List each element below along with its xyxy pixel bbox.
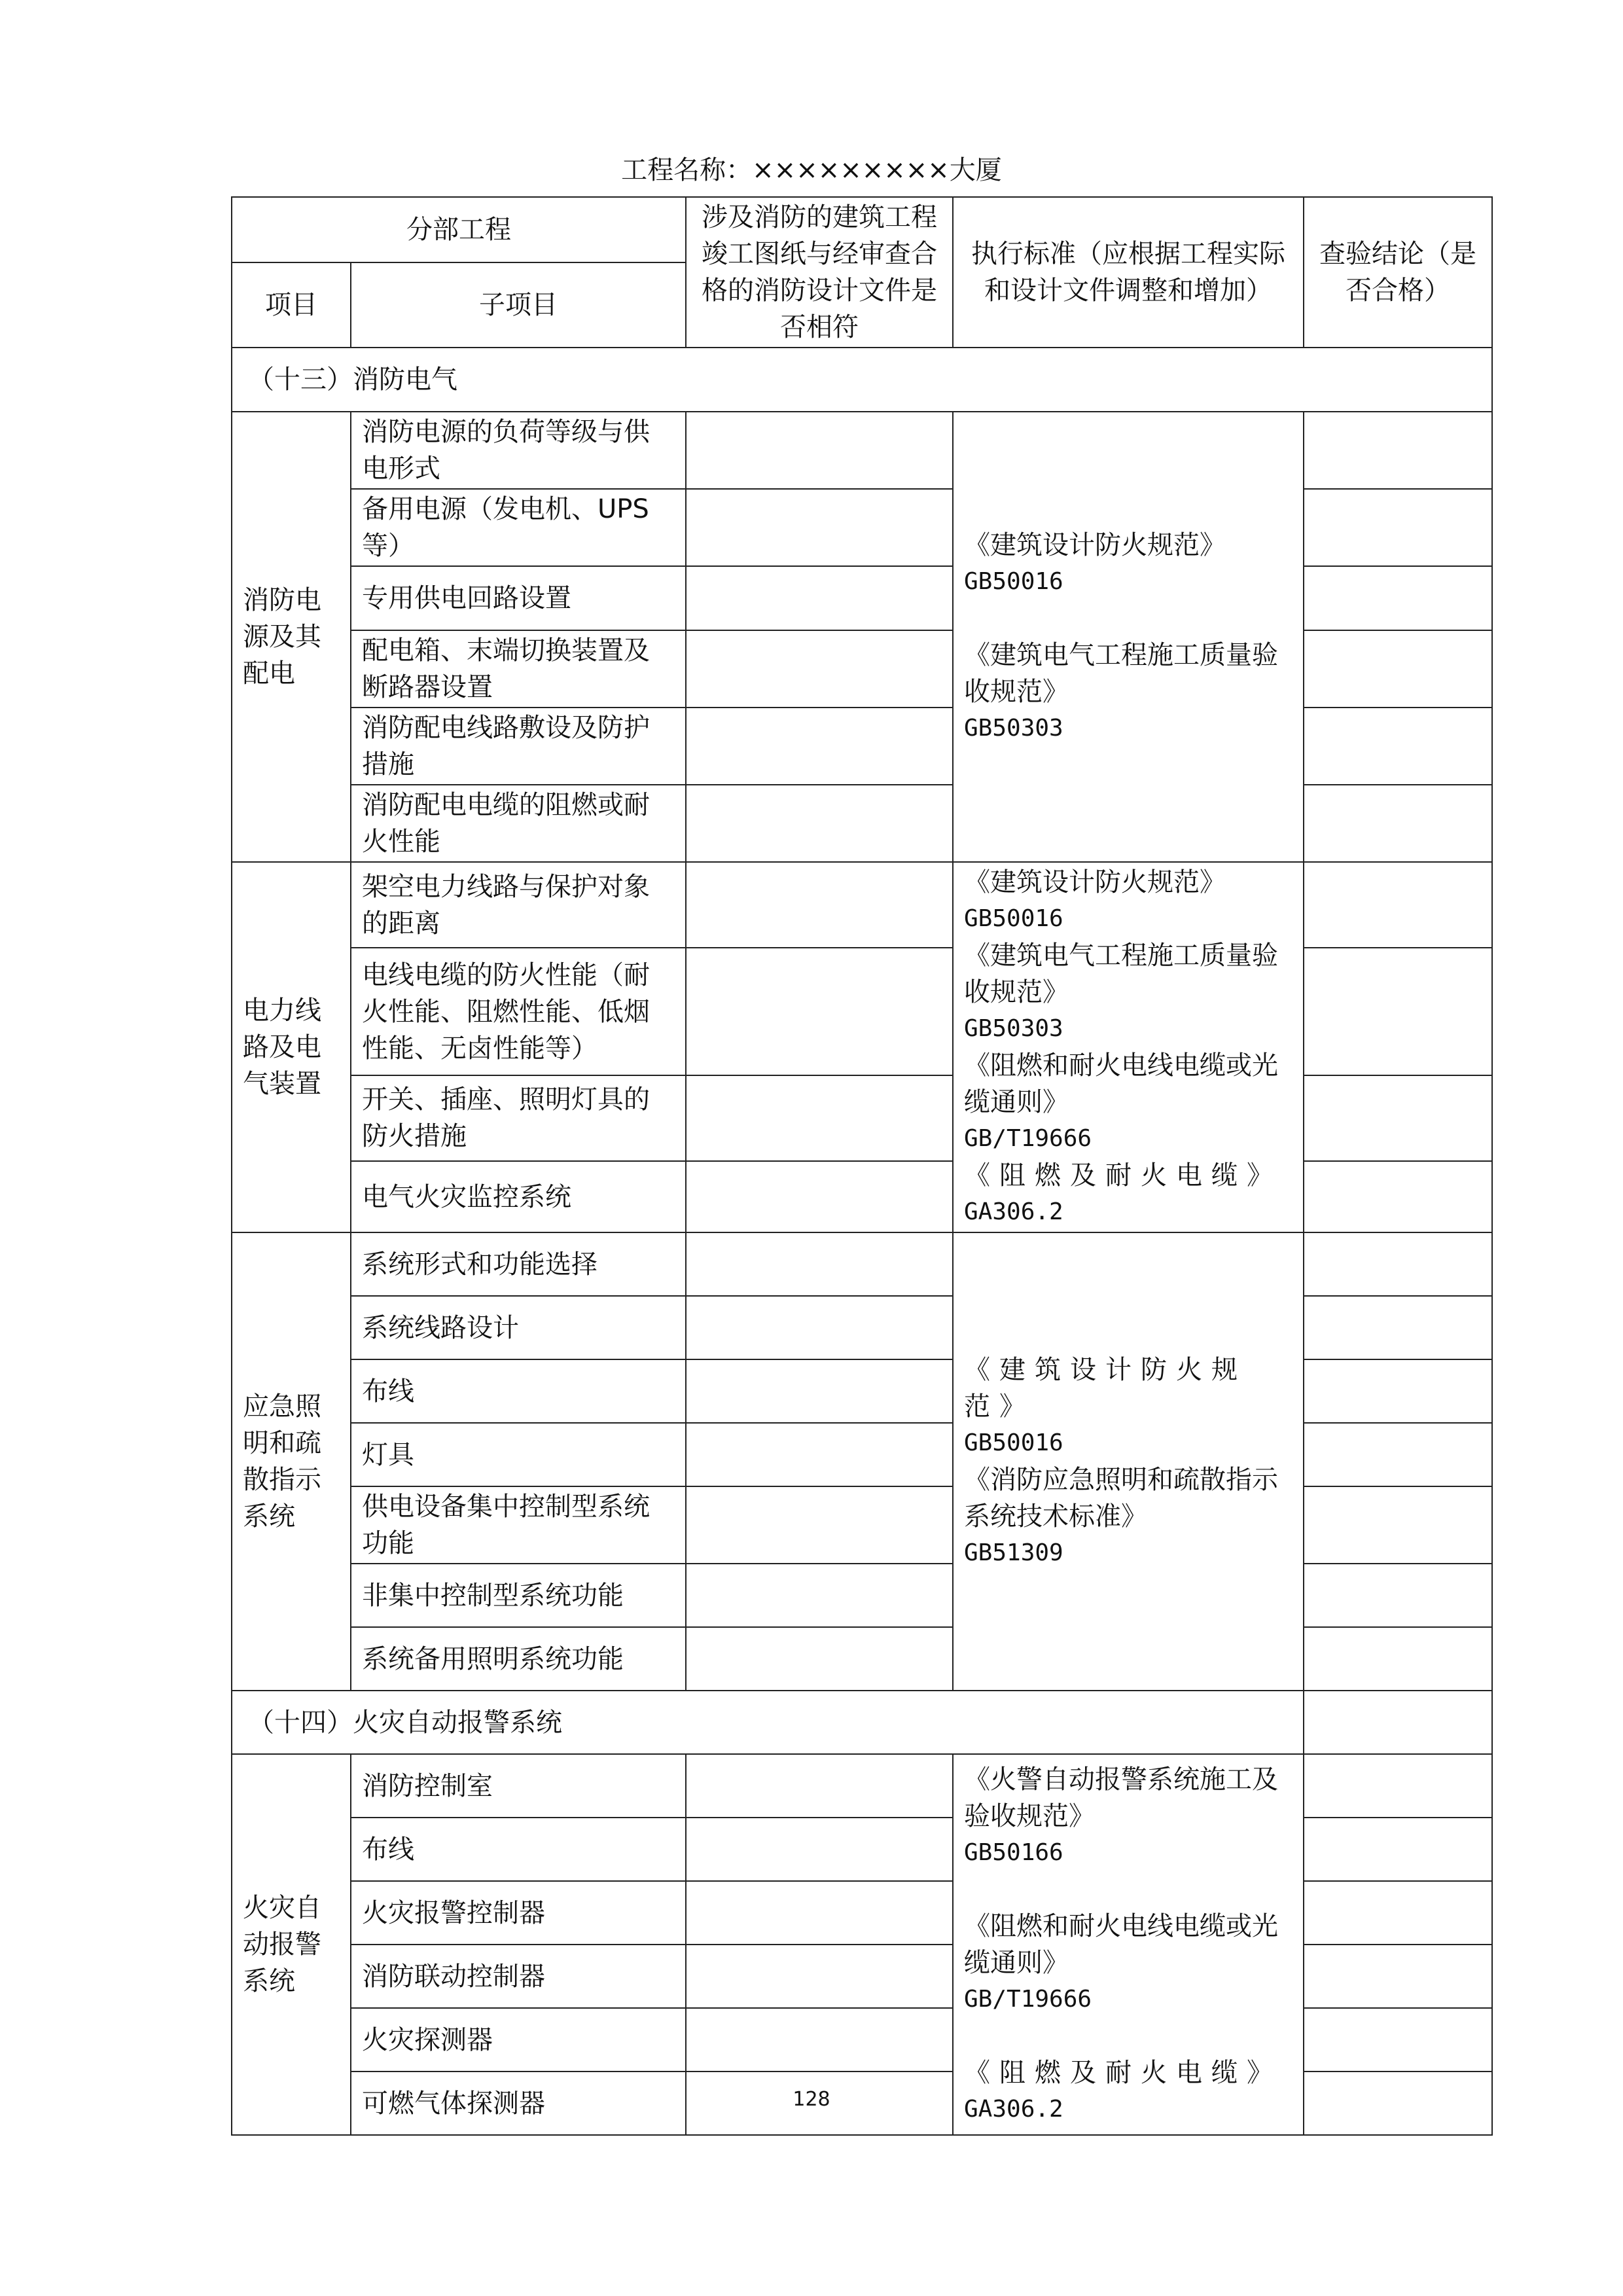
- table-row: [232, 708, 1492, 785]
- table-row: [232, 1075, 1492, 1161]
- sub-item-cell: 电气火灾监控系统: [351, 1161, 686, 1232]
- sub-item-cell: 系统线路设计: [351, 1296, 686, 1359]
- conclusion-cell: [1304, 1075, 1492, 1161]
- table-row: [232, 1754, 1492, 1818]
- header-sub-item: 子项目: [351, 262, 686, 348]
- table-row: [232, 1881, 1492, 1945]
- group-name: 消防电源及其配电: [232, 412, 351, 862]
- drawing-check-cell: [686, 1232, 953, 1296]
- conclusion-cell: [1304, 1423, 1492, 1486]
- table-row: [232, 566, 1492, 630]
- section-title: （十三）消防电气: [232, 348, 1492, 412]
- table-row: [232, 1627, 1492, 1691]
- drawing-check-cell: [686, 708, 953, 785]
- drawing-check-cell: [686, 566, 953, 630]
- drawing-check-cell: [686, 412, 953, 489]
- table-row: [232, 862, 1492, 948]
- table-row: [232, 1296, 1492, 1359]
- drawing-check-cell: [686, 1423, 953, 1486]
- drawing-check-cell: [686, 1818, 953, 1881]
- header-drawing-check: 涉及消防的建筑工程竣工图纸与经审查合格的消防设计文件是否相符: [686, 197, 953, 348]
- table-row: [232, 1161, 1492, 1232]
- standard-code: GA306.2: [964, 1198, 1063, 1225]
- conclusion-cell: [1304, 1945, 1492, 2008]
- standard-name: 《阻燃和耐火电线电缆或光缆通则》: [964, 1911, 1278, 1978]
- drawing-check-cell: [686, 1754, 953, 1818]
- sub-item-cell: 消防配电线路敷设及防护措施: [351, 708, 686, 785]
- conclusion-cell: [1304, 1627, 1492, 1691]
- header-row: [232, 197, 1492, 262]
- standard-cell: [953, 862, 1304, 1232]
- drawing-check-cell: [686, 862, 953, 948]
- header-item: 项目: [232, 262, 351, 348]
- drawing-check-cell: [686, 489, 953, 566]
- table-row: [232, 1423, 1492, 1486]
- standard-name: 《建筑电气工程施工质量验收规范》: [964, 941, 1278, 1007]
- drawing-check-cell: [686, 1486, 953, 1564]
- sub-item-cell: 布线: [351, 1359, 686, 1423]
- standard-name: 《阻燃及耐火电缆》: [964, 2058, 1282, 2088]
- conclusion-cell: [1304, 1296, 1492, 1359]
- sub-item-cell: 火灾探测器: [351, 2008, 686, 2072]
- sub-item-cell: 专用供电回路设置: [351, 566, 686, 630]
- standard-code: GB50303: [964, 1015, 1063, 1042]
- group-name: 电力线路及电气装置: [232, 862, 351, 1232]
- page-number: 128: [793, 2088, 830, 2111]
- sub-item-cell: 系统形式和功能选择: [351, 1232, 686, 1296]
- header-division: 分部工程: [232, 197, 686, 262]
- standard-code: GB50016: [964, 568, 1063, 595]
- drawing-check-cell: [686, 1359, 953, 1423]
- standard-name: 《建筑设计防火规范》: [964, 1355, 1247, 1422]
- drawing-check-cell: [686, 1564, 953, 1627]
- drawing-check-cell: [686, 785, 953, 862]
- section-title: （十四）火灾自动报警系统: [232, 1691, 1304, 1754]
- conclusion-cell: [1304, 1161, 1492, 1232]
- table-row: [232, 412, 1492, 489]
- sub-item-cell: 消防配电电缆的阻燃或耐火性能: [351, 785, 686, 862]
- conclusion-cell: [1304, 1486, 1492, 1564]
- table-row: [232, 630, 1492, 708]
- drawing-check-cell: [686, 1627, 953, 1691]
- conclusion-cell: [1304, 489, 1492, 566]
- standard-code: GB50303: [964, 715, 1063, 742]
- table-row: [232, 1359, 1492, 1423]
- sub-item-cell: 消防电源的负荷等级与供电形式: [351, 412, 686, 489]
- standard-name: 《火警自动报警系统施工及验收规范》: [964, 1765, 1278, 1831]
- conclusion-cell: [1304, 630, 1492, 708]
- conclusion-cell: [1304, 785, 1492, 862]
- standard-name: 《建筑电气工程施工质量验收规范》: [964, 640, 1278, 707]
- table-row: [232, 1818, 1492, 1881]
- conclusion-cell: [1304, 566, 1492, 630]
- sub-item-cell: 备用电源（发电机、UPS等）: [351, 489, 686, 566]
- fire-inspection-table: [231, 196, 1493, 2136]
- conclusion-cell: [1304, 2008, 1492, 2072]
- conclusion-cell: [1304, 1818, 1492, 1881]
- sub-item-cell: 系统备用照明系统功能: [351, 1627, 686, 1691]
- table-row: [232, 1564, 1492, 1627]
- conclusion-cell: [1304, 1232, 1492, 1296]
- section-row: [232, 348, 1492, 412]
- sub-item-cell: 火灾报警控制器: [351, 1881, 686, 1945]
- group-name: 应急照明和疏散指示系统: [232, 1232, 351, 1691]
- drawing-check-cell: [686, 1161, 953, 1232]
- standard-cell: [953, 1232, 1304, 1691]
- standard-cell: [953, 412, 1304, 862]
- sub-item-cell: 灯具: [351, 1423, 686, 1486]
- standard-code: GB50016: [964, 1429, 1063, 1456]
- standard-code: GB51309: [964, 1539, 1063, 1566]
- conclusion-cell: [1304, 948, 1492, 1075]
- standard-name: 《阻燃和耐火电线电缆或光缆通则》: [964, 1050, 1278, 1117]
- drawing-check-cell: [686, 2008, 953, 2072]
- conclusion-cell: [1304, 708, 1492, 785]
- table-row: [232, 948, 1492, 1075]
- sub-item-cell: 可燃气体探测器: [351, 2072, 686, 2135]
- standard-code: GB50166: [964, 1839, 1063, 1866]
- conclusion-cell: [1304, 862, 1492, 948]
- conclusion-cell: [1304, 1564, 1492, 1627]
- standard-name: 《建筑设计防火规范》: [964, 530, 1226, 560]
- conclusion-cell: [1304, 412, 1492, 489]
- standard-code: GB/T19666: [964, 1986, 1092, 2013]
- sub-item-cell: 开关、插座、照明灯具的防火措施: [351, 1075, 686, 1161]
- drawing-check-cell: [686, 1881, 953, 1945]
- page-title: 工程名称：×××××××××大厦: [621, 155, 1002, 185]
- conclusion-cell: [1304, 1359, 1492, 1423]
- table-row: [232, 2008, 1492, 2072]
- drawing-check-cell: [686, 948, 953, 1075]
- drawing-check-cell: [686, 1945, 953, 2008]
- sub-item-cell: 供电设备集中控制型系统功能: [351, 1486, 686, 1564]
- conclusion-cell: [1304, 1691, 1492, 1754]
- standard-name: 《阻燃及耐火电缆》: [964, 1160, 1282, 1191]
- standard-cell: [953, 1754, 1304, 2135]
- conclusion-cell: [1304, 1754, 1492, 1818]
- standard-name: 《消防应急照明和疏散指示系统技术标准》: [964, 1465, 1278, 1532]
- sub-item-cell: 消防控制室: [351, 1754, 686, 1818]
- table-row: [232, 1945, 1492, 2008]
- standard-code: GA306.2: [964, 2096, 1063, 2123]
- header-standard: 执行标准（应根据工程实际和设计文件调整和增加）: [953, 197, 1304, 348]
- sub-item-cell: 布线: [351, 1818, 686, 1881]
- drawing-check-cell: [686, 1075, 953, 1161]
- table-row: [232, 489, 1492, 566]
- sub-item-cell: 消防联动控制器: [351, 1945, 686, 2008]
- standard-code: GB50016: [964, 905, 1063, 932]
- table-row: [232, 1486, 1492, 1564]
- sub-item-cell: 非集中控制型系统功能: [351, 1564, 686, 1627]
- table-row: [232, 1232, 1492, 1296]
- sub-item-cell: 架空电力线路与保护对象的距离: [351, 862, 686, 948]
- group-name: 火灾自动报警系统: [232, 1754, 351, 2135]
- drawing-check-cell: [686, 1296, 953, 1359]
- sub-item-cell: 电线电缆的防火性能（耐火性能、阻燃性能、低烟性能、无卤性能等）: [351, 948, 686, 1075]
- drawing-check-cell: [686, 630, 953, 708]
- standard-code: GB/T19666: [964, 1125, 1092, 1152]
- sub-item-cell: 配电箱、末端切换装置及断路器设置: [351, 630, 686, 708]
- table-row: [232, 785, 1492, 862]
- conclusion-cell: [1304, 1881, 1492, 1945]
- standard-name: 《建筑设计防火规范》: [964, 867, 1226, 897]
- header-conclusion: 查验结论（是否合格）: [1304, 197, 1492, 348]
- section-row: [232, 1691, 1492, 1754]
